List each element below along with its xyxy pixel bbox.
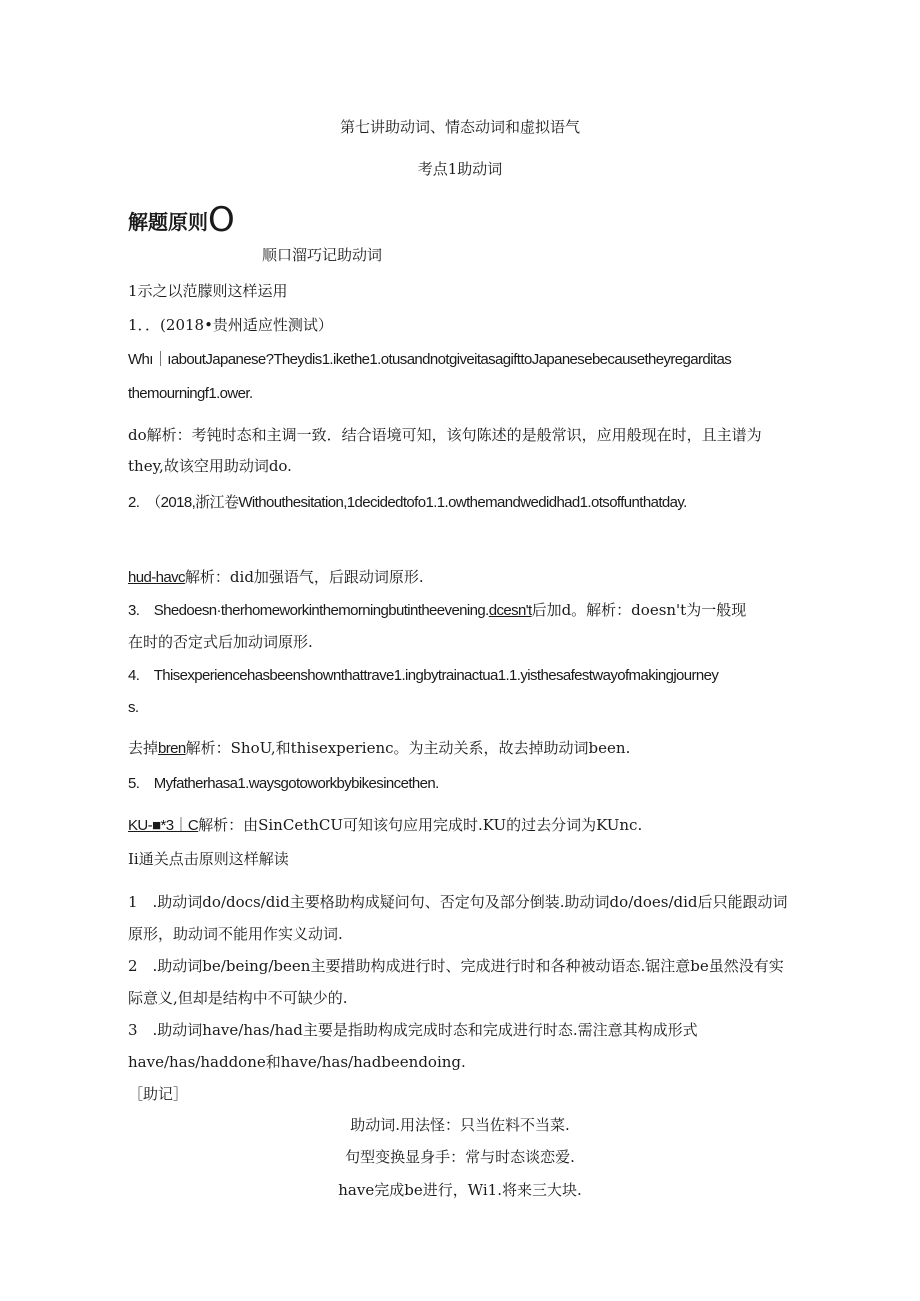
question-3-text: 3. Shedoesn·therhomeworkinthemorningbutintheevening. [128, 602, 489, 619]
mnemonic-line-2: 句型变换显身手：常与时态谈恋爱. [345, 1148, 575, 1166]
question-5-text: 5. Myfatherhasa1.waysgotoworkbybikesincethen. [128, 775, 439, 792]
answer-2 [128, 567, 424, 588]
question-1-text-cont: themourningf1.ower. [128, 385, 253, 402]
section-heading-text: 解题原则 [128, 210, 208, 234]
mnemonic-line-3: have完成be进行，Wi1.将来三大块. [338, 1181, 582, 1199]
answer-2-key: hud-havc [128, 569, 185, 586]
section-heading [128, 200, 235, 241]
answer-1-explanation-cont: they,故该空用助动词do. [128, 457, 292, 475]
rule-3: 3 .助动词have/has/had主要是指助构成完成时态和完成进行时态.需注意其构成形式 [128, 1021, 698, 1039]
answer-4 [128, 738, 630, 759]
answer-5-explanation: 解析：由SinCethCU可知该句应用完成时.KU的过去分词为KUnc. [198, 816, 643, 834]
question-1-text: Whı｜ıaboutJapanese?Theydis1.ikethe1.otusandnotgiveitasagifttoJapanesebecausetheyregarditas [128, 351, 732, 368]
rule-1: 1 .助动词do/docs/did主要格助构成疑问句、否定句及部分倒装.助动词do/does/did后只能跟动词 [128, 893, 788, 911]
answer-3-key: dcesn't [488, 602, 532, 619]
rule-1-cont: 原形，助动词不能用作实义动词. [128, 925, 343, 943]
answer-3-explanation-cont: 在时的否定式后加动词原形. [128, 633, 313, 651]
rule-3-cont: have/has/haddone和have/has/hadbeendoing. [128, 1053, 466, 1071]
section-heading-mark: O [208, 200, 235, 240]
answer-5-key: KU-■*3｜C [128, 817, 199, 834]
question-1-source: 1．．(2018•贵州适应性测试） [128, 316, 333, 334]
question-4-text-cont: s. [128, 699, 139, 716]
question-2-text: 2. （2018,浙江卷Withouthesitation,1decidedtofo1.1.owthemandwedidhad1.otsoffunthatday. [128, 494, 687, 511]
rhyme-title: 顺口溜巧记助动词 [262, 246, 383, 264]
answer-2-explanation: 解析：did加强语气，后跟动词原形. [184, 568, 424, 586]
answer-4-prefix: 去掉 [128, 739, 159, 757]
mnemonic-line-1: 助动词.用法怪：只当佐料不当菜. [350, 1116, 570, 1134]
rule-2-cont: 际意义,但却是结构中不可缺少的. [128, 989, 348, 1007]
answer-4-explanation: 解析：ShoU,和thisexperienc。为主动关系，故去掉助动词been. [185, 739, 631, 757]
part1-heading: 1示之以范朦则这样运用 [128, 282, 288, 300]
answer-1-explanation: do解析：考钝时态和主调一致．结合语境可知，该句陈述的是般常识，应用般现在时，且主谱为 [128, 426, 762, 444]
answer-4-key: bren [158, 740, 186, 757]
mnemonic-label: ［助记］ [128, 1085, 189, 1103]
rule-2: 2 .助动词be/being/been主要措助构成进行时、完成进行时和各种被动语态.锯注意be虽然没有实 [128, 957, 784, 975]
answer-5 [128, 815, 642, 836]
page-subtitle: 考点1助动词 [417, 160, 503, 178]
question-4-text: 4. Thisexperiencehasbeenshownthattrave1.ingbytrainactua1.1.yisthesafestwayofmakingjourney [128, 667, 719, 684]
part2-heading: Ii通关点击原则这样解读 [128, 850, 289, 868]
answer-3-explanation: 后加d。解析：doesn't为一般现 [531, 601, 747, 619]
question-3 [128, 600, 746, 621]
page-title: 第七讲助动词、情态动词和虚拟语气 [339, 118, 580, 136]
